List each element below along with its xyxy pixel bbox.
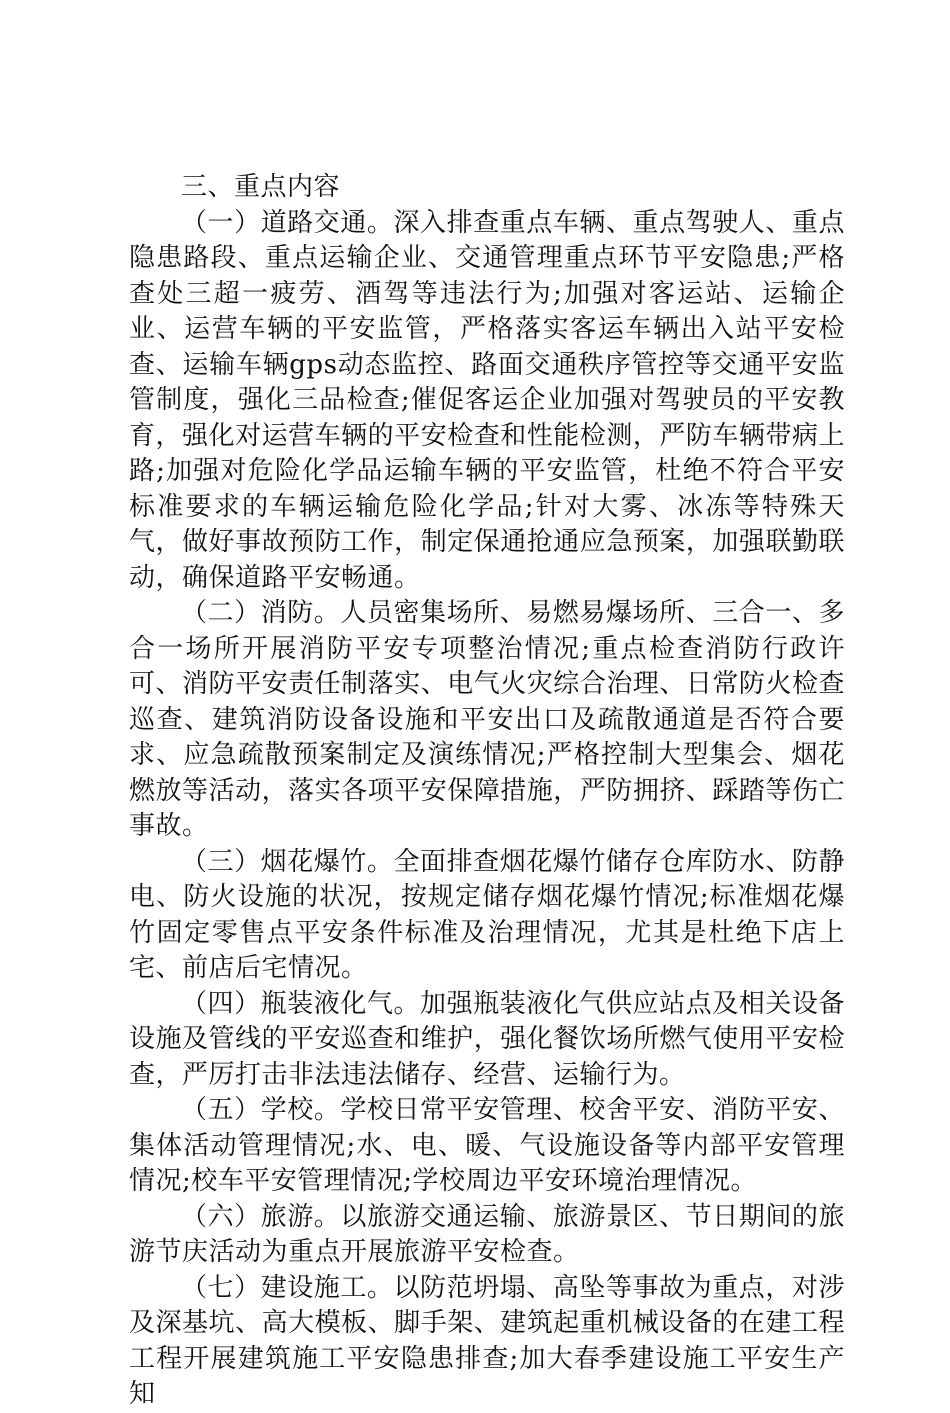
section-heading: 三、重点内容 (181, 172, 341, 202)
paragraph-bottled-gas: （四）瓶装液化气。加强瓶装液化气供应站点及相关设备设施及管线的平安巡查和维护，强化餐饮场所燃气使用平安检查，严厉打击非法违法储存、经营、运输行为。 (129, 988, 845, 1090)
document-body (129, 170, 845, 1413)
paragraph-construction: （七）建设施工。以防范坍塌、高坠等事故为重点，对涉及深基坑、高大模板、脚手架、建筑起重机械设备的在建工程工程开展建筑施工平安隐患排查;加大春季建设施工平安生产知 (129, 1272, 845, 1409)
paragraph-fire-safety: （二）消防。人员密集场所、易燃易爆场所、三合一、多合一场所开展消防平安专项整治情况;重点检查消防行政许可、消防平安责任制落实、电气火灾综合治理、日常防火检查巡查、建筑消防设备设施和平安出口及疏散通道是否符合要求、应急疏散预案制定及演练情况;严格控制大型集会、烟花燃放等活动，落实各项平安保障措施，严防拥挤、踩踏等伤亡事故。 (129, 598, 845, 841)
paragraph-road-traffic: （一）道路交通。深入排查重点车辆、重点驾驶人、重点隐患路段、重点运输企业、交通管理重点环节平安隐患;严格查处三超一疲劳、酒驾等违法行为;加强对客运站、运输企业、运营车辆的平安监管，严格落实客运车辆出入站平安检查、运输车辆gps动态监控、路面交通秩序管控等交通平安监管制度，强化三品检查;催促客运企业加强对驾驶员的平安教育，强化对运营车辆的平安检查和性能检测，严防车辆带病上路;加强对危险化学品运输车辆的平安监管，杜绝不符合平安标准要求的车辆运输危险化学品;针对大雾、冰冻等特殊天气，做好事故预防工作，制定保通抢通应急预案，加强联勤联动，确保道路平安畅通。 (129, 207, 845, 593)
paragraph-schools: （五）学校。学校日常平安管理、校舍平安、消防平安、集体活动管理情况;水、电、暖、气设施设备等内部平安管理情况;校车平安管理情况;学校周边平安环境治理情况。 (129, 1095, 845, 1196)
paragraph-fireworks: （三）烟花爆竹。全面排查烟花爆竹储存仓库防水、防静电、防火设施的状况，按规定储存烟花爆竹情况;标准烟花爆竹固定零售点平安条件标准及治理情况，尤其是杜绝下店上宅、前店后宅情况。 (129, 846, 845, 983)
paragraph-tourism: （六）旅游。以旅游交通运输、旅游景区、节日期间的旅游节庆活动为重点开展旅游平安检查。 (129, 1201, 845, 1267)
